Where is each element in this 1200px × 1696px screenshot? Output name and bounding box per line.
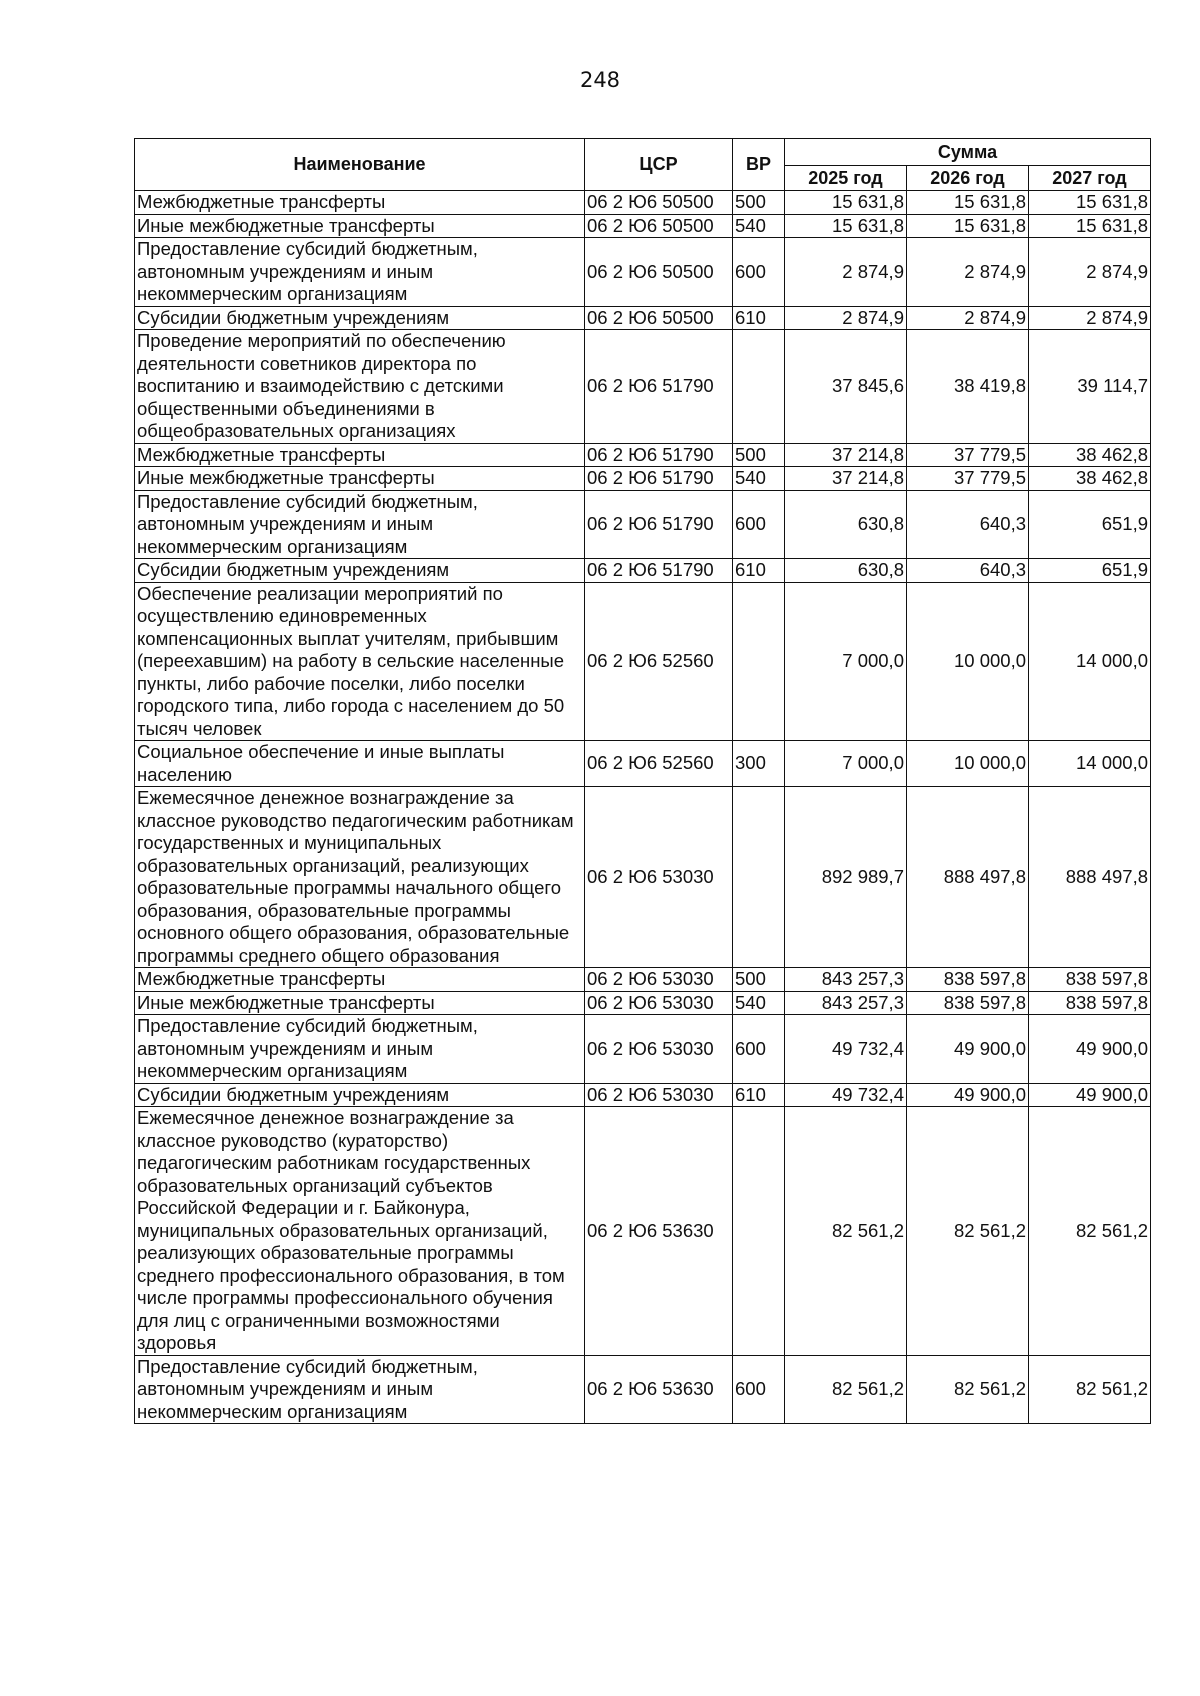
cell-2027: 2 874,9 <box>1029 306 1151 330</box>
cell-vr: 600 <box>733 238 785 307</box>
cell-2025: 843 257,3 <box>785 968 907 992</box>
cell-vr <box>733 1107 785 1356</box>
table-row <box>135 1107 1151 1356</box>
cell-2026: 15 631,8 <box>907 214 1029 238</box>
table-row <box>135 968 1151 992</box>
table-body <box>135 191 1151 1424</box>
cell-2027: 888 497,8 <box>1029 787 1151 968</box>
cell-2027: 38 462,8 <box>1029 443 1151 467</box>
table-row <box>135 582 1151 741</box>
cell-csr: 06 2 Ю6 53030 <box>585 787 733 968</box>
cell-2026: 10 000,0 <box>907 741 1029 787</box>
table-row <box>135 467 1151 491</box>
cell-2026: 49 900,0 <box>907 1015 1029 1084</box>
table-row <box>135 306 1151 330</box>
cell-name: Субсидии бюджетным учреждениям <box>135 559 585 583</box>
cell-2025: 892 989,7 <box>785 787 907 968</box>
cell-2025: 49 732,4 <box>785 1015 907 1084</box>
cell-csr: 06 2 Ю6 51790 <box>585 467 733 491</box>
cell-2026: 888 497,8 <box>907 787 1029 968</box>
cell-name: Проведение мероприятий по обеспечению деятельности советников директора по воспитанию и взаимодействию с детскими общественными объединениями в общеобразовательных организациях <box>135 330 585 444</box>
table-row <box>135 787 1151 968</box>
cell-2025: 843 257,3 <box>785 991 907 1015</box>
cell-vr <box>733 582 785 741</box>
cell-2026: 838 597,8 <box>907 968 1029 992</box>
table-row <box>135 559 1151 583</box>
cell-2025: 37 845,6 <box>785 330 907 444</box>
cell-name: Предоставление субсидий бюджетным, автономным учреждениям и иным некоммерческим организациям <box>135 490 585 559</box>
cell-name: Субсидии бюджетным учреждениям <box>135 1083 585 1107</box>
cell-2026: 49 900,0 <box>907 1083 1029 1107</box>
cell-2027: 14 000,0 <box>1029 582 1151 741</box>
cell-csr: 06 2 Ю6 52560 <box>585 741 733 787</box>
cell-name: Межбюджетные трансферты <box>135 968 585 992</box>
cell-csr: 06 2 Ю6 53630 <box>585 1107 733 1356</box>
cell-csr: 06 2 Ю6 51790 <box>585 443 733 467</box>
cell-2027: 651,9 <box>1029 490 1151 559</box>
cell-csr: 06 2 Ю6 53630 <box>585 1355 733 1424</box>
cell-2026: 82 561,2 <box>907 1107 1029 1356</box>
cell-2027: 49 900,0 <box>1029 1015 1151 1084</box>
cell-csr: 06 2 Ю6 53030 <box>585 1083 733 1107</box>
cell-2025: 82 561,2 <box>785 1355 907 1424</box>
cell-2025: 630,8 <box>785 490 907 559</box>
cell-csr: 06 2 Ю6 51790 <box>585 490 733 559</box>
header-vr: ВР <box>733 139 785 191</box>
table-row <box>135 1355 1151 1424</box>
cell-csr: 06 2 Ю6 53030 <box>585 1015 733 1084</box>
cell-2027: 15 631,8 <box>1029 191 1151 215</box>
cell-2026: 2 874,9 <box>907 306 1029 330</box>
cell-vr: 610 <box>733 1083 785 1107</box>
cell-2025: 2 874,9 <box>785 306 907 330</box>
header-year-2027: 2027 год <box>1029 166 1151 191</box>
cell-vr: 600 <box>733 490 785 559</box>
cell-2027: 82 561,2 <box>1029 1107 1151 1356</box>
table-row <box>135 741 1151 787</box>
cell-name: Межбюджетные трансферты <box>135 191 585 215</box>
cell-2027: 838 597,8 <box>1029 968 1151 992</box>
cell-vr <box>733 330 785 444</box>
cell-2026: 82 561,2 <box>907 1355 1029 1424</box>
cell-name: Предоставление субсидий бюджетным, автономным учреждениям и иным некоммерческим организациям <box>135 238 585 307</box>
cell-name: Иные межбюджетные трансферты <box>135 467 585 491</box>
cell-csr: 06 2 Ю6 53030 <box>585 968 733 992</box>
cell-2027: 2 874,9 <box>1029 238 1151 307</box>
cell-2026: 640,3 <box>907 490 1029 559</box>
table-row <box>135 1015 1151 1084</box>
header-name: Наименование <box>135 139 585 191</box>
table-row <box>135 1083 1151 1107</box>
table-row <box>135 490 1151 559</box>
cell-vr: 500 <box>733 443 785 467</box>
page-number: 248 <box>579 68 621 92</box>
cell-2027: 38 462,8 <box>1029 467 1151 491</box>
header-year-2025: 2025 год <box>785 166 907 191</box>
cell-2025: 82 561,2 <box>785 1107 907 1356</box>
cell-csr: 06 2 Ю6 50500 <box>585 306 733 330</box>
cell-2027: 82 561,2 <box>1029 1355 1151 1424</box>
cell-vr: 500 <box>733 191 785 215</box>
table-row <box>135 991 1151 1015</box>
cell-name: Ежемесячное денежное вознаграждение за классное руководство (кураторство) педагогическим работникам государственных образовательных организаций субъектов Российской Федерации и г. Байконура, муниципальных образовательных организаций, реализующих образовательные программы среднего профессионального образования, в том числе программы профессионального обучения для лиц с ограниченными возможностями здоровья <box>135 1107 585 1356</box>
cell-2027: 39 114,7 <box>1029 330 1151 444</box>
cell-vr: 610 <box>733 306 785 330</box>
cell-vr <box>733 787 785 968</box>
header-year-2026: 2026 год <box>907 166 1029 191</box>
cell-2027: 15 631,8 <box>1029 214 1151 238</box>
cell-name: Предоставление субсидий бюджетным, автономным учреждениям и иным некоммерческим организациям <box>135 1015 585 1084</box>
cell-2025: 7 000,0 <box>785 582 907 741</box>
cell-csr: 06 2 Ю6 51790 <box>585 559 733 583</box>
header-csr: ЦСР <box>585 139 733 191</box>
table-row <box>135 238 1151 307</box>
cell-vr: 540 <box>733 467 785 491</box>
cell-name: Иные межбюджетные трансферты <box>135 214 585 238</box>
cell-vr: 600 <box>733 1355 785 1424</box>
cell-vr: 600 <box>733 1015 785 1084</box>
cell-name: Иные межбюджетные трансферты <box>135 991 585 1015</box>
cell-2026: 15 631,8 <box>907 191 1029 215</box>
cell-2025: 630,8 <box>785 559 907 583</box>
cell-2025: 37 214,8 <box>785 467 907 491</box>
cell-name: Ежемесячное денежное вознаграждение за классное руководство педагогическим работникам государственных и муниципальных образовательных организаций, реализующих образовательные программы начального общего образования, образовательные программы основного общего образования, образовательные программы среднего общего образования <box>135 787 585 968</box>
cell-2025: 2 874,9 <box>785 238 907 307</box>
cell-2025: 37 214,8 <box>785 443 907 467</box>
cell-name: Обеспечение реализации мероприятий по осуществлению единовременных компенсационных выплат учителям, прибывшим (переехавшим) на работу в сельские населенные пункты, либо рабочие поселки, либо поселки городского типа, либо города с населением до 50 тысяч человек <box>135 582 585 741</box>
cell-2027: 651,9 <box>1029 559 1151 583</box>
cell-2026: 2 874,9 <box>907 238 1029 307</box>
table-row <box>135 214 1151 238</box>
cell-2026: 37 779,5 <box>907 443 1029 467</box>
table-row <box>135 191 1151 215</box>
cell-vr: 300 <box>733 741 785 787</box>
cell-name: Предоставление субсидий бюджетным, автономным учреждениям и иным некоммерческим организациям <box>135 1355 585 1424</box>
cell-vr: 610 <box>733 559 785 583</box>
cell-2026: 38 419,8 <box>907 330 1029 444</box>
cell-vr: 540 <box>733 991 785 1015</box>
cell-2027: 838 597,8 <box>1029 991 1151 1015</box>
cell-csr: 06 2 Ю6 50500 <box>585 214 733 238</box>
cell-vr: 500 <box>733 968 785 992</box>
table-row <box>135 443 1151 467</box>
cell-2025: 15 631,8 <box>785 214 907 238</box>
cell-csr: 06 2 Ю6 53030 <box>585 991 733 1015</box>
cell-2027: 14 000,0 <box>1029 741 1151 787</box>
cell-csr: 06 2 Ю6 51790 <box>585 330 733 444</box>
cell-2025: 7 000,0 <box>785 741 907 787</box>
table-header <box>135 139 1151 191</box>
cell-2026: 37 779,5 <box>907 467 1029 491</box>
cell-2027: 49 900,0 <box>1029 1083 1151 1107</box>
cell-csr: 06 2 Ю6 50500 <box>585 191 733 215</box>
table-row <box>135 330 1151 444</box>
cell-2026: 10 000,0 <box>907 582 1029 741</box>
header-sum: Сумма <box>785 139 1151 166</box>
cell-csr: 06 2 Ю6 50500 <box>585 238 733 307</box>
cell-2026: 640,3 <box>907 559 1029 583</box>
cell-csr: 06 2 Ю6 52560 <box>585 582 733 741</box>
budget-table <box>134 138 1151 1424</box>
cell-vr: 540 <box>733 214 785 238</box>
cell-name: Субсидии бюджетным учреждениям <box>135 306 585 330</box>
cell-name: Межбюджетные трансферты <box>135 443 585 467</box>
cell-2026: 838 597,8 <box>907 991 1029 1015</box>
cell-2025: 15 631,8 <box>785 191 907 215</box>
cell-name: Социальное обеспечение и иные выплаты населению <box>135 741 585 787</box>
cell-2025: 49 732,4 <box>785 1083 907 1107</box>
